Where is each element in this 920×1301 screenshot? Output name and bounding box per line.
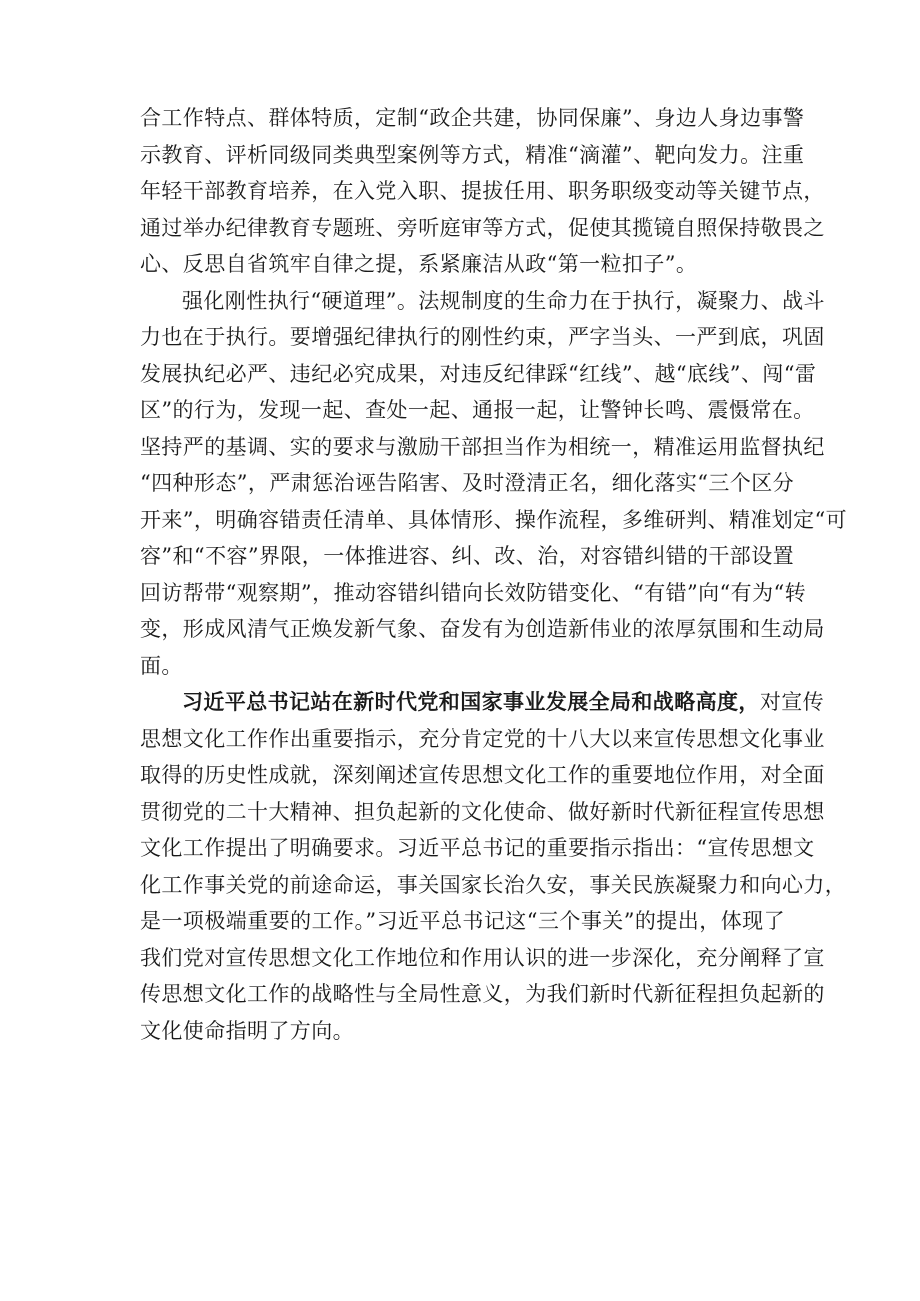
paragraph-3 xyxy=(140,684,847,1049)
text-line: 示教育、评析同级同类典型案例等方式，精准“滴灌”、靶向发力。注重 xyxy=(140,142,805,167)
text-line: 强化刚性执行“硬道理”。法规制度的生命力在于执行，凝聚力、战斗 xyxy=(182,288,825,313)
text-line: 取得的历史性成就，深刻阐述宣传思想文化工作的重要地位作用，对全面 xyxy=(140,763,825,787)
text-line: 容”和“不容”界限，一体推进容、纠、改、治，对容错纠错的干部设置 xyxy=(140,544,795,568)
text-line: 化工作事关党的前途命运，事关国家长治久安，事关民族凝聚力和向心力， xyxy=(140,872,847,897)
text-line: 文化工作提出了明确要求。习近平总书记的重要指示指出：“宣传思想文 xyxy=(140,836,815,860)
text-line: 发展执纪必严、违纪必究成果，对违反纪律踩“红线”、越“底线”、闯“雷 xyxy=(140,361,817,386)
text-line: 开来”，明确容错责任清单、具体情形、操作流程，多维研判、精准划定“可 xyxy=(140,507,848,532)
text-line: 力也在于执行。要增强纪律执行的刚性约束，严字当头、一严到底，巩固 xyxy=(140,325,825,349)
paragraph-2 xyxy=(140,283,848,685)
bold-lead-text: 习近平总书记站在新时代党和国家事业发展全局和战略高度， xyxy=(182,689,760,714)
text-line: 年轻干部教育培养，在入党入职、提拔任用、职务职级变动等关键节点， xyxy=(140,179,825,203)
document-body xyxy=(140,100,848,1049)
text-line-first xyxy=(140,684,825,721)
paragraph-1 xyxy=(140,100,825,283)
text-line: 心、反思自省筑牢自律之提，系紧廉洁从政“第一粒扣子”。 xyxy=(140,252,698,276)
text-line: 回访帮带“观察期”，推动容错纠错向长效防错变化、“有错”向“有为“转 xyxy=(140,580,807,605)
text-line: 坚持严的基调、实的要求与激励干部担当作为相统一，精准运用监督执纪 xyxy=(140,434,825,459)
text-line: 面。 xyxy=(140,653,183,678)
text-line: 贯彻党的二十大精神、担负起新的文化使命、做好新时代新征程宣传思想 xyxy=(140,799,825,824)
text-line: 我们党对宣传思想文化工作地位和作用认识的进一步深化，充分阐释了宣 xyxy=(140,945,825,970)
first-line-rest: 对宣传 xyxy=(759,690,825,714)
text-line: 传思想文化工作的战略性与全局性意义，为我们新时代新征程担负起新的 xyxy=(140,982,825,1006)
text-line: 合工作特点、群体特质，定制“政企共建，协同保廉”、身边人身边事警 xyxy=(140,106,805,130)
text-line: 变，形成风清气正焕发新气象、奋发有为创造新伟业的浓厚氛围和生动局 xyxy=(140,617,825,641)
text-line: 文化使命指明了方向。 xyxy=(140,1018,354,1043)
text-line: 思想文化工作作出重要指示，充分肯定党的十八大以来宣传思想文化事业 xyxy=(140,726,825,751)
text-line: “四种形态”，严肃惩治诬告陷害、及时澄清正名，细化落实“三个区分 xyxy=(140,471,795,495)
text-line: 通过举办纪律教育专题班、旁听庭审等方式，促使其揽镜自照保持敬畏之 xyxy=(140,215,825,240)
text-line: 是一项极端重要的工作。”习近平总书记这“三个事关”的提出，体现了 xyxy=(140,909,785,933)
text-line: 区”的行为，发现一起、查处一起、通报一起，让警钟长鸣、震慑常在。 xyxy=(140,398,815,422)
